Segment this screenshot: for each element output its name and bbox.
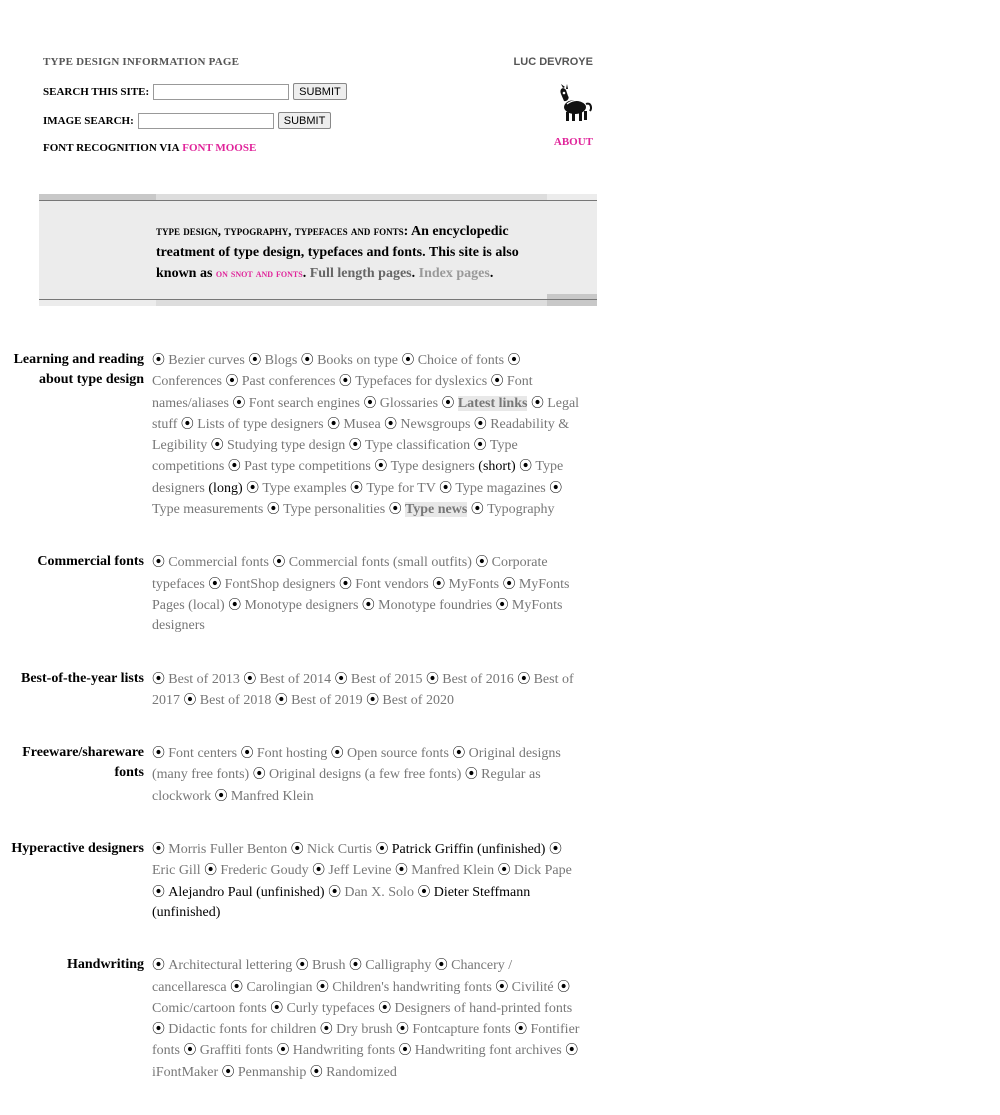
section-link[interactable]: Type examples [262, 480, 347, 496]
section-link[interactable]: Type competitions [152, 438, 518, 475]
bullet-icon: ⦿ [530, 394, 548, 410]
section-link[interactable]: Comic/cartoon fonts [152, 1000, 267, 1016]
bullet-icon: ⦿ [502, 575, 519, 591]
section-link[interactable]: Eric Gill [152, 863, 201, 879]
site-search-label: SEARCH THIS SITE: [43, 85, 150, 98]
bullet-icon: ⦿ [384, 415, 401, 431]
font-recognition-row [43, 142, 256, 154]
link-sections [0, 350, 600, 1115]
section-link[interactable]: Commercial fonts (small outfits) [288, 555, 472, 571]
bullet-icon: ⦿ [396, 1021, 413, 1037]
bullet-icon: ⦿ [315, 978, 333, 994]
site-search-submit-button[interactable]: SUBMIT [293, 83, 347, 100]
section-link[interactable]: Frederic Goudy [220, 863, 309, 879]
bullet-icon: ⦿ [395, 862, 412, 878]
bullet-icon: ⦿ [230, 978, 247, 994]
section-link[interactable]: Morris Fuller Benton [168, 842, 288, 858]
index-pages-link[interactable]: Index pages [418, 266, 490, 281]
section-link[interactable]: Best of 2016 [442, 671, 514, 687]
section-link[interactable]: Past type competitions [244, 459, 371, 475]
bullet-icon: ⦿ [507, 352, 521, 367]
bullet-icon: ⦿ [434, 957, 452, 973]
section-link[interactable]: Dan X. Solo [344, 884, 414, 900]
bullet-icon: ⦿ [328, 883, 345, 899]
section-links [152, 669, 584, 712]
bullet-icon: ⦿ [225, 373, 242, 389]
bullet-icon: ⦿ [152, 554, 169, 570]
bullet-icon: ⦿ [312, 862, 329, 878]
bullet-icon: ⦿ [366, 691, 383, 707]
section-link[interactable]: Musea [343, 416, 381, 432]
bullet-icon: ⦿ [319, 1021, 337, 1037]
font-recognition-text: FONT RECOGNITION VIA [43, 142, 180, 154]
site-search-row [43, 83, 347, 100]
bullet-icon: ⦿ [276, 1042, 293, 1058]
section-link[interactable]: Jeff Levine [328, 863, 392, 879]
bullet-icon: ⦿ [240, 745, 257, 761]
bullet-icon: ⦿ [549, 479, 563, 495]
section-link[interactable]: Handwriting font archives [414, 1043, 562, 1059]
author-link[interactable]: LUC DEVROYE [513, 56, 593, 68]
section-label: Commercial fonts [37, 554, 144, 570]
bullet-icon: ⦿ [441, 394, 458, 410]
section-link[interactable]: Penmanship [237, 1064, 307, 1080]
bullet-icon: ⦿ [272, 554, 289, 570]
section-link[interactable]: Handwriting fonts [292, 1043, 396, 1059]
image-search-label: IMAGE SEARCH: [43, 114, 134, 127]
bullet-icon: ⦿ [183, 1042, 200, 1058]
about-link[interactable]: ABOUT [553, 136, 593, 148]
section-link[interactable]: MyFonts Pages (local) [152, 576, 570, 613]
section-link[interactable]: Manfred Klein [411, 863, 495, 879]
bullet-icon: ⦿ [295, 957, 313, 973]
section-link[interactable]: Font names/aliases [152, 374, 533, 411]
section-link[interactable]: Open source fonts [347, 746, 449, 762]
bullet-icon: ⦿ [270, 999, 287, 1015]
donkey-mascot-icon[interactable] [555, 84, 593, 124]
bullet-icon: ⦿ [497, 862, 514, 878]
section-link[interactable]: Chancery / cancellaresca [152, 958, 513, 995]
section-link[interactable]: Conferences [152, 374, 222, 390]
aka-link[interactable]: on snot and fonts [215, 266, 303, 280]
section-link[interactable]: Lists of type designers [197, 416, 324, 432]
bullet-icon: ⦿ [152, 1021, 169, 1037]
section-link[interactable]: Children's handwriting fonts [332, 979, 492, 995]
bullet-icon: ⦿ [183, 691, 200, 707]
bullet-icon: ⦿ [425, 670, 443, 686]
bullet-icon: ⦿ [361, 596, 379, 612]
section-link[interactable]: Type news [404, 502, 468, 518]
section-row [0, 839, 600, 923]
banner-bar-bottom-right [547, 300, 597, 306]
section-link[interactable]: Best of 2014 [259, 671, 332, 687]
section-label: Best-of-the-year lists [21, 670, 144, 686]
section-label: Freeware/shareware fonts [22, 745, 144, 781]
bullet-icon: ⦿ [309, 1063, 327, 1079]
section-link[interactable]: Brush [312, 958, 346, 974]
section-link[interactable]: Past conferences [241, 374, 336, 390]
bullet-icon: ⦿ [243, 670, 260, 686]
section-link[interactable]: Best of 2018 [199, 692, 272, 708]
section-link[interactable]: Newsgroups [400, 416, 471, 432]
bullet-icon: ⦿ [252, 766, 269, 782]
section-link[interactable]: Fontifier fonts [152, 1022, 580, 1059]
link-suffix: (short) [474, 459, 516, 475]
bullet-icon: ⦿ [330, 745, 348, 761]
bullet-icon: ⦿ [495, 596, 512, 612]
section-link[interactable]: Readability & Legibility [152, 416, 570, 454]
image-search-submit-button[interactable]: SUBMIT [278, 112, 332, 129]
image-search-row [43, 112, 331, 129]
bullet-icon: ⦿ [452, 745, 469, 761]
bullet-icon: ⦿ [274, 691, 292, 707]
section-link[interactable]: Books on type [317, 353, 398, 368]
bullet-icon: ⦿ [180, 415, 198, 431]
section-row [0, 743, 600, 807]
section-link[interactable]: Blogs [264, 353, 298, 368]
site-title: TYPE DESIGN INFORMATION PAGE [43, 56, 240, 68]
intro-separator-1: . [302, 266, 310, 281]
section-link[interactable]: Type personalities [283, 502, 386, 518]
intro-end: . [489, 266, 494, 281]
bullet-icon: ⦿ [517, 670, 534, 686]
bullet-icon: ⦿ [228, 596, 245, 612]
section-link[interactable]: Monotype designers [244, 597, 359, 613]
bullet-icon: ⦿ [375, 841, 392, 857]
intro-lead: type design, typography, typefaces and fonts [156, 223, 404, 238]
section-link[interactable]: Font vendors [355, 576, 429, 592]
bullet-icon: ⦿ [470, 501, 488, 517]
section-link[interactable]: Latest links [457, 395, 528, 411]
section-link[interactable]: Type for TV [366, 480, 436, 496]
section-link[interactable]: Dick Pape [513, 863, 572, 879]
section-link[interactable]: MyFonts designers [152, 597, 563, 634]
section-link[interactable]: Curly typefaces [286, 1000, 375, 1016]
section-link[interactable]: Legal stuff [152, 395, 580, 432]
section-link[interactable]: Patrick Griffin (unfinished) [391, 842, 546, 858]
banner-bar-bottom-middle [156, 300, 547, 306]
section-link[interactable]: Dry brush [336, 1022, 393, 1038]
section-link[interactable]: Typefaces for dyslexics [355, 374, 488, 390]
section-label: Hyperactive designers [11, 841, 144, 857]
section-link[interactable]: Bezier curves [168, 353, 245, 368]
section-link[interactable]: FontShop designers [224, 576, 336, 592]
bullet-icon: ⦿ [152, 352, 169, 367]
section-row [0, 955, 600, 1083]
section-link[interactable]: Best of 2017 [152, 671, 574, 708]
bullet-icon: ⦿ [464, 766, 482, 782]
section-links [152, 955, 584, 1083]
section-link[interactable]: Nick Curtis [307, 842, 372, 858]
bullet-icon: ⦿ [439, 479, 456, 495]
section-link[interactable]: Best of 2015 [350, 671, 423, 687]
section-link[interactable]: iFontMaker [152, 1064, 219, 1080]
section-link[interactable]: Original designs (many free fonts) [152, 746, 561, 783]
bullet-icon: ⦿ [475, 554, 492, 570]
section-links [152, 743, 584, 807]
section-link[interactable]: Best of 2020 [382, 692, 454, 708]
section-link[interactable]: Type designers [390, 459, 475, 475]
section-label: Learning and reading about type design [13, 352, 144, 388]
site-search-input[interactable] [153, 84, 289, 100]
bullet-icon: ⦿ [290, 841, 308, 857]
section-link[interactable]: Font centers [168, 746, 238, 762]
banner-divider-top [39, 200, 597, 201]
banner-bar-bottom-right-upper [547, 294, 597, 299]
section-link[interactable]: Regular as clockwork [152, 767, 541, 804]
section-link[interactable]: Calligraphy [365, 958, 432, 974]
bullet-icon: ⦿ [152, 745, 169, 761]
section-link[interactable]: Choice of fonts [417, 353, 505, 368]
bullet-icon: ⦿ [557, 978, 571, 994]
section-link[interactable]: MyFonts [448, 576, 500, 592]
section-link[interactable]: Designers of hand-printed fonts [394, 1000, 573, 1016]
section-row [0, 669, 600, 712]
section-links [152, 350, 584, 520]
bullet-icon: ⦿ [246, 479, 263, 495]
section-link[interactable]: Randomized [326, 1064, 397, 1080]
section-link[interactable]: Commercial fonts [168, 555, 269, 571]
section-link[interactable]: Font hosting [256, 746, 328, 762]
bullet-icon: ⦿ [338, 373, 356, 389]
bullet-icon: ⦿ [374, 458, 391, 474]
bullet-icon: ⦿ [248, 352, 265, 367]
bullet-icon: ⦿ [208, 575, 225, 591]
full-length-pages-link[interactable]: Full length pages [309, 266, 412, 281]
bullet-icon: ⦿ [266, 501, 284, 517]
section-link[interactable]: Corporate typefaces [152, 555, 548, 592]
bullet-icon: ⦿ [363, 394, 380, 410]
section-label: Handwriting [66, 957, 144, 973]
bullet-icon: ⦿ [327, 415, 344, 431]
intro-description: : An encyclopedic treatment of type design, typefaces and fonts. This site is also known as [156, 224, 519, 281]
bullet-icon: ⦿ [473, 415, 491, 431]
section-link[interactable]: Architectural lettering [168, 958, 293, 974]
section-link[interactable]: Didactic fonts for children [168, 1022, 317, 1038]
bullet-icon: ⦿ [417, 883, 434, 899]
bullet-icon: ⦿ [495, 978, 512, 994]
bullet-icon: ⦿ [350, 479, 367, 495]
bullet-icon: ⦿ [514, 1021, 531, 1037]
section-link[interactable]: Font search engines [248, 395, 360, 411]
section-link[interactable]: Studying type design [226, 438, 346, 454]
section-links [152, 839, 584, 923]
section-links [152, 552, 584, 636]
section-link[interactable]: Original designs (a few free fonts) [268, 767, 462, 783]
section-link[interactable]: Alejandro Paul (unfinished) [168, 884, 325, 900]
bullet-icon: ⦿ [210, 437, 227, 453]
section-link[interactable]: Monotype foundries [378, 597, 493, 613]
bullet-icon: ⦿ [490, 373, 507, 389]
intro-text [156, 220, 541, 284]
section-link[interactable]: Glossaries [379, 395, 439, 411]
bullet-icon: ⦿ [204, 862, 221, 878]
link-suffix: (long) [204, 480, 243, 496]
section-link[interactable]: Carolingian [246, 979, 313, 995]
bullet-icon: ⦿ [152, 670, 169, 686]
bullet-icon: ⦿ [473, 437, 490, 453]
bullet-icon: ⦿ [227, 458, 245, 474]
bullet-icon: ⦿ [300, 352, 318, 367]
bullet-icon: ⦿ [548, 841, 562, 857]
bullet-icon: ⦿ [334, 670, 351, 686]
bullet-icon: ⦿ [152, 957, 169, 973]
image-search-input[interactable] [138, 113, 274, 129]
bullet-icon: ⦿ [388, 501, 405, 517]
section-link[interactable]: Fontcapture fonts [412, 1022, 511, 1038]
section-link[interactable]: Dieter Steffmann (unfinished) [152, 884, 531, 920]
section-link[interactable]: Type classification [364, 438, 471, 454]
bullet-icon: ⦿ [348, 957, 366, 973]
section-link[interactable]: Best of 2019 [291, 692, 363, 708]
bullet-icon: ⦿ [338, 575, 356, 591]
section-link[interactable]: Type measurements [152, 502, 264, 518]
bullet-icon: ⦿ [232, 394, 249, 410]
section-row [0, 552, 600, 636]
bullet-icon: ⦿ [432, 575, 449, 591]
bullet-icon: ⦿ [378, 999, 395, 1015]
section-link[interactable]: Civilité [511, 979, 554, 995]
bullet-icon: ⦿ [519, 458, 536, 474]
section-link[interactable]: Type designers [152, 459, 564, 496]
bullet-icon: ⦿ [214, 787, 231, 803]
section-link[interactable]: Graffiti fonts [199, 1043, 273, 1059]
section-link[interactable]: Type magazines [455, 480, 546, 496]
section-row [0, 350, 600, 520]
bullet-icon: ⦿ [398, 1042, 415, 1058]
bullet-icon: ⦿ [401, 352, 418, 367]
bullet-icon: ⦿ [152, 841, 169, 857]
bullet-icon: ⦿ [221, 1063, 238, 1079]
section-link[interactable]: Best of 2013 [168, 671, 240, 687]
section-link[interactable]: Typography [487, 502, 555, 518]
intro-banner [39, 194, 597, 306]
intro-separator-2: . [411, 266, 419, 281]
bullet-icon: ⦿ [348, 437, 365, 453]
bullet-icon: ⦿ [565, 1042, 579, 1058]
section-link[interactable]: Manfred Klein [230, 788, 314, 804]
font-moose-link[interactable]: FONT MOOSE [182, 142, 257, 154]
bullet-icon: ⦿ [152, 883, 169, 899]
